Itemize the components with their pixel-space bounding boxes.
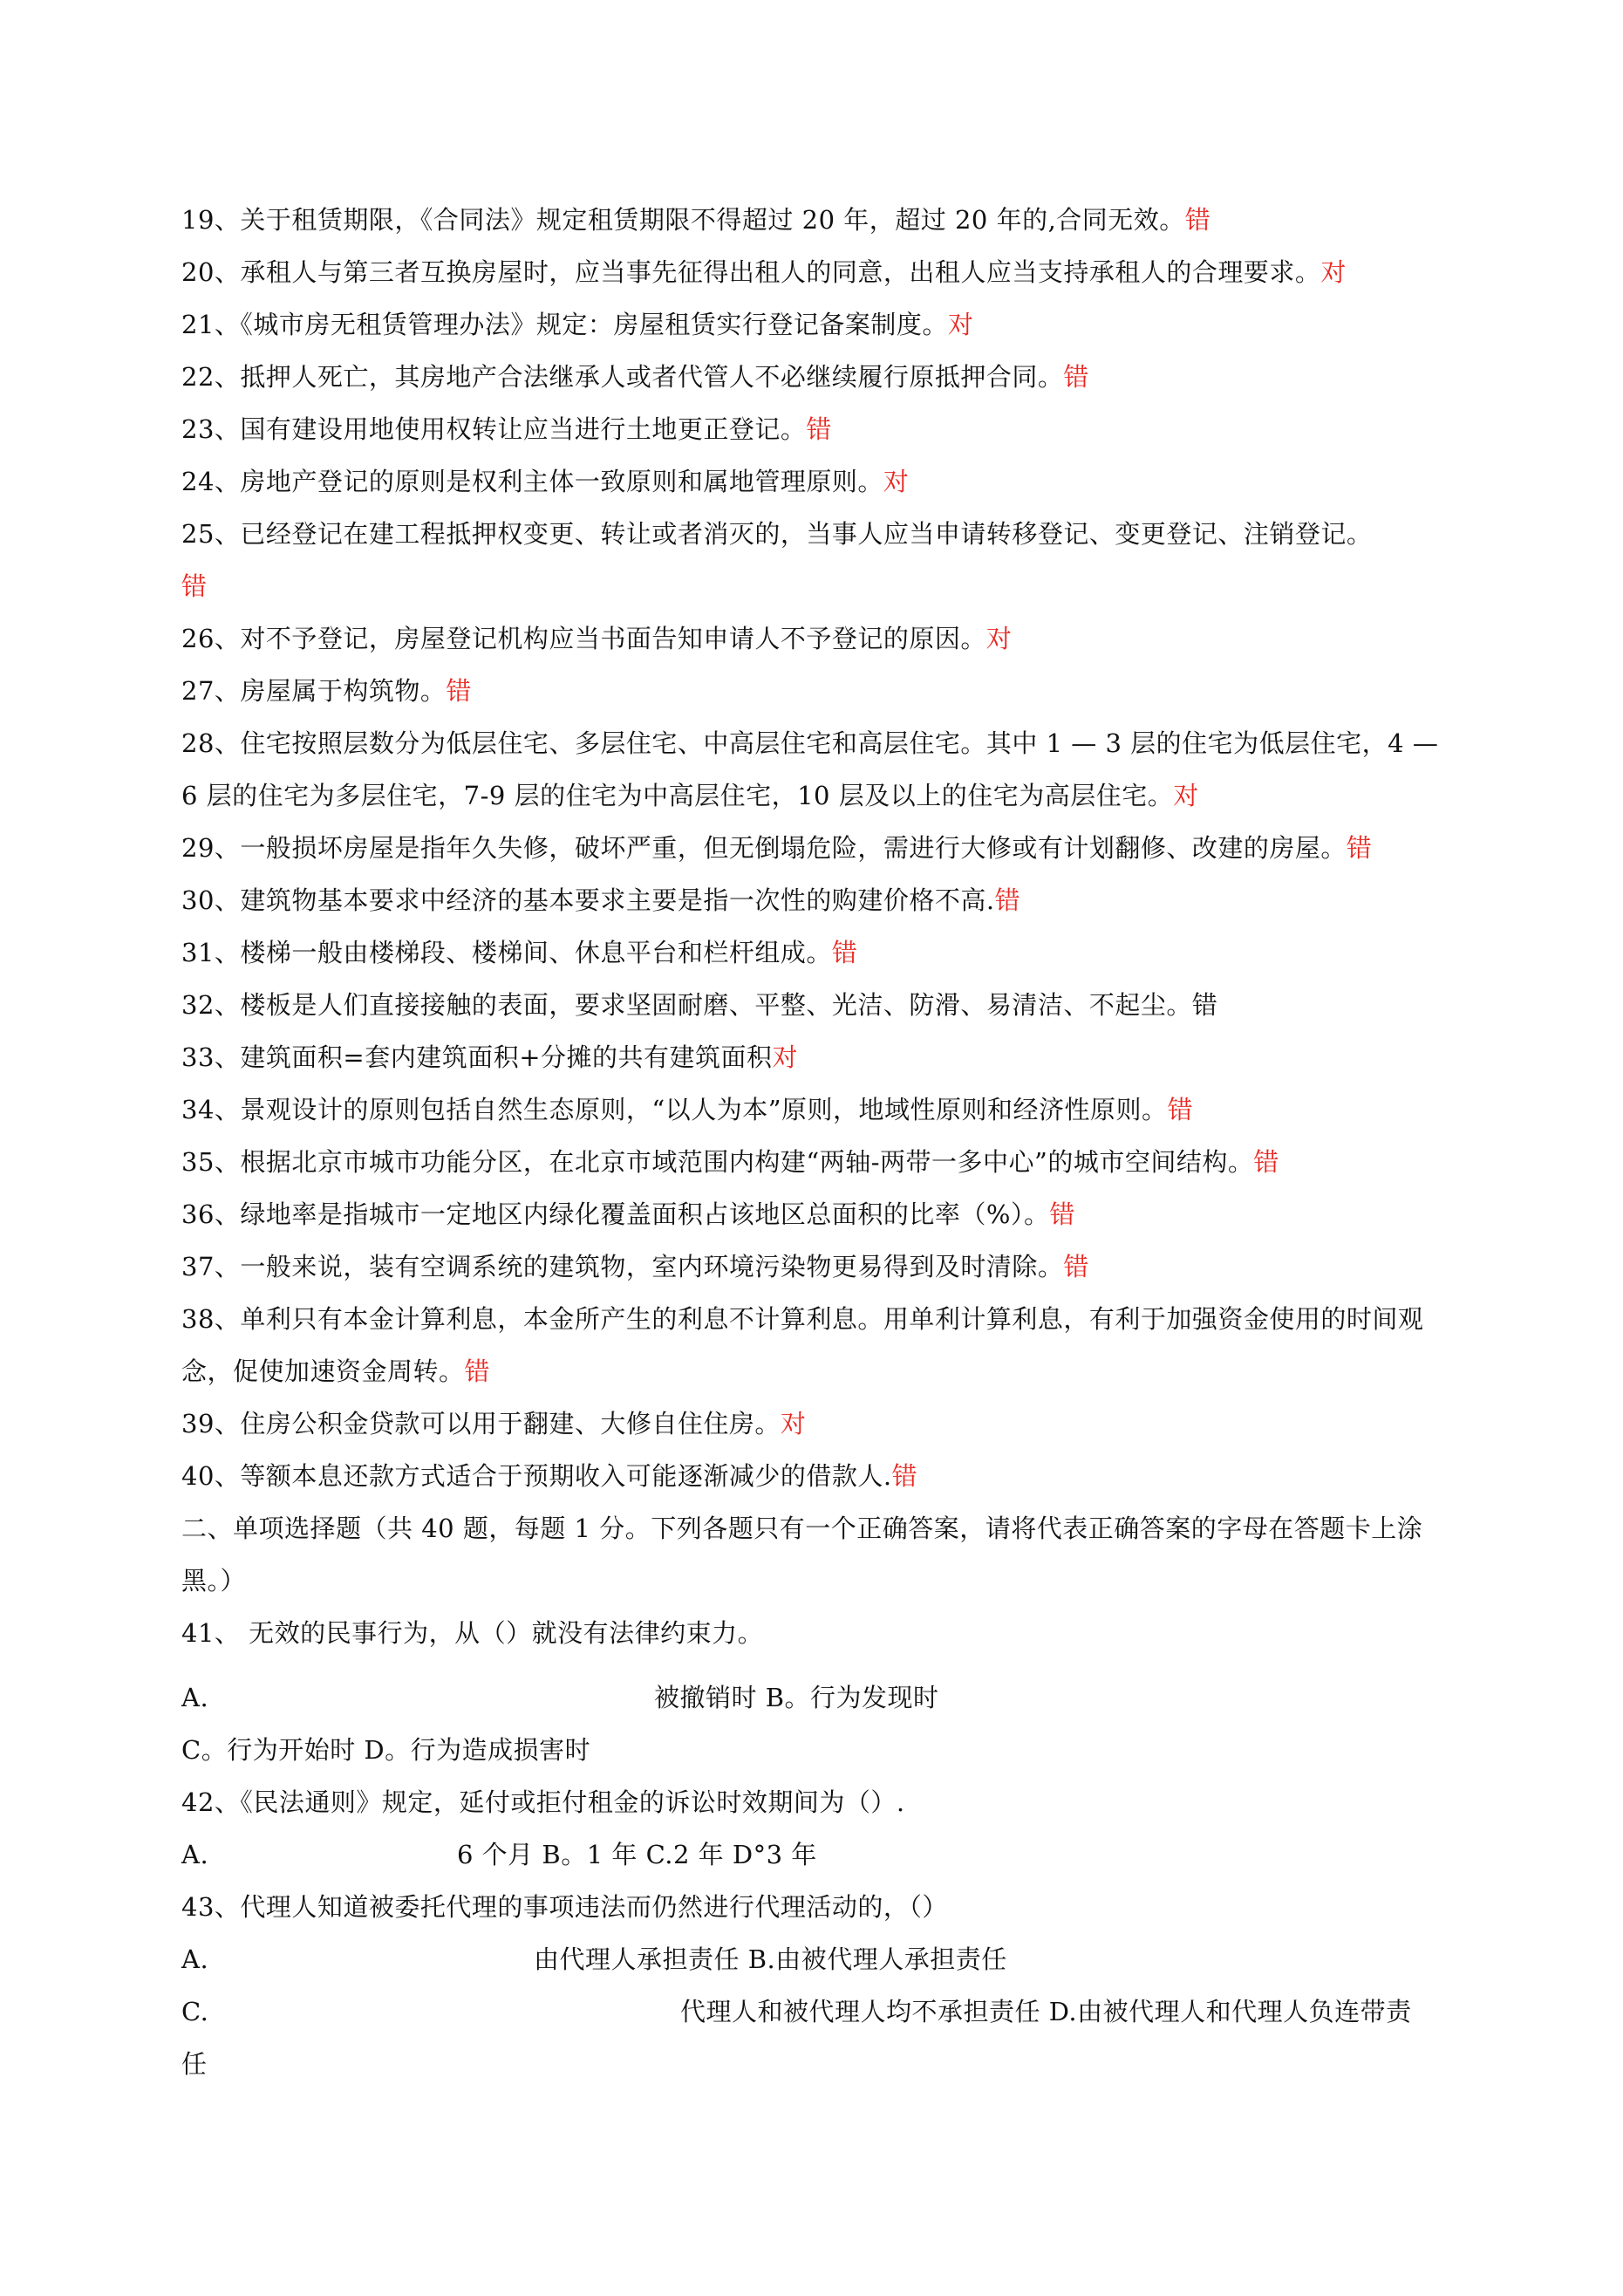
answer-mark: 错 (181, 571, 208, 601)
tf-item-39: 39、住房公积金贷款可以用于翻建、大修自住住房。对 (181, 1409, 807, 1438)
tf-item-25: 25、已经登记在建工程抵押权变更、转让或者消灭的，当事人应当申请转移登记、变更登记、注销登记。 错 (181, 519, 1373, 601)
tf-item-29: 29、一般损坏房屋是指年久失修，破坏严重，但无倒塌危险，需进行大修或有计划翻修、改建的房屋。错 (181, 833, 1373, 863)
answer-mark: 对 (780, 1409, 807, 1438)
question-42-stem: 42、《民法通则》规定，延付或拒付租金的诉讼时效期间为（）. (181, 1787, 905, 1817)
section-heading: 二、单项选择题（共 40 题，每题 1 分。下列各题只有一个正确答案，请将代表正确答案的字母在答题卡上涂黑。） (181, 1514, 1423, 1596)
option-text: 由代理人承担责任 B.由被代理人承担责任 (534, 1944, 1007, 1974)
answer-mark: 错 (806, 414, 832, 444)
answer-mark: 错 (831, 938, 858, 967)
answer-mark: 错 (1049, 1199, 1075, 1229)
tf-item-22: 22、抵押人死亡，其房地产合法继承人或者代管人不必继续履行原抵押合同。错 (181, 362, 1089, 392)
document-body (181, 194, 1455, 2090)
answer-mark: 对 (947, 310, 974, 339)
answer-mark: 错 (1063, 1252, 1089, 1281)
option-text: 被撤销时 B。行为发现时 (654, 1683, 939, 1712)
tf-item-30: 30、建筑物基本要求中经济的基本要求主要是指一次性的购建价格不高.错 (181, 885, 1021, 915)
question-41-options-line-1 (181, 1671, 1455, 1724)
question-43-stem: 43、代理人知道被委托代理的事项违法而仍然进行代理活动的，（） (181, 1892, 948, 1922)
answer-mark: 错 (1184, 205, 1211, 235)
option-letter: A. (181, 1944, 209, 1974)
option-letter: C. (181, 1997, 209, 2026)
question-43-options-tail: 任 (181, 2049, 208, 2079)
tf-item-33: 33、建筑面积=套内建筑面积+分摊的共有建筑面积对 (181, 1042, 799, 1072)
tf-item-34: 34、景观设计的原则包括自然生态原则，“以人为本”原则，地域性原则和经济性原则。错 (181, 1095, 1194, 1124)
question-43-options-line-1 (181, 1933, 1455, 1985)
answer-mark: 对 (1173, 781, 1199, 810)
tf-item-21: 21、《城市房无租赁管理办法》规定：房屋租赁实行登记备案制度。对 (181, 310, 974, 339)
question-41-options-line-2: C。行为开始时 D。行为造成损害时 (181, 1735, 591, 1765)
tf-item-28: 28、住宅按照层数分为低层住宅、多层住宅、中高层住宅和高层住宅。其中 1 — 3 层的住宅为低层住宅，4 —6 层的住宅为多层住宅，7-9 层的住宅为中高层住宅，10 层及以上的住宅为高层住宅。对 (181, 728, 1439, 810)
tf-item-20: 20、承租人与第三者互换房屋时，应当事先征得出租人的同意，出租人应当支持承租人的合理要求。对 (181, 257, 1347, 287)
question-42-options (181, 1828, 1455, 1881)
tf-item-31: 31、楼梯一般由楼梯段、楼梯间、休息平台和栏杆组成。错 (181, 938, 858, 967)
tf-item-37: 37、一般来说，装有空调系统的建筑物，室内环境污染物更易得到及时清除。错 (181, 1252, 1089, 1281)
tf-item-27: 27、房屋属于构筑物。错 (181, 676, 472, 706)
answer-mark: 对 (883, 467, 910, 496)
tf-item-23: 23、国有建设用地使用权转让应当进行土地更正登记。错 (181, 414, 832, 444)
tf-item-35: 35、根据北京市城市功能分区，在北京市域范围内构建“两轴-两带一多中心”的城市空间结构。错 (181, 1147, 1279, 1177)
question-43-options-line-2 (181, 1985, 1455, 2038)
tf-item-32: 32、楼板是人们直接接触的表面，要求坚固耐磨、平整、光洁、防滑、易清洁、不起尘。错 (181, 990, 1218, 1020)
tf-item-26: 26、对不予登记，房屋登记机构应当书面告知申请人不予登记的原因。对 (181, 624, 1013, 653)
answer-mark: 错 (1063, 362, 1089, 392)
answer-mark: 错 (891, 1461, 918, 1491)
answer-mark: 错 (994, 885, 1021, 915)
tf-item-24: 24、房地产登记的原则是权利主体一致原则和属地管理原则。对 (181, 467, 910, 496)
question-41-stem: 41、 无效的民事行为，从（）就没有法律约束力。 (181, 1618, 764, 1648)
option-text: 代理人和被代理人均不承担责任 D.由被代理人和代理人负连带责 (680, 1997, 1412, 2026)
answer-mark: 对 (985, 624, 1013, 653)
tf-item-38: 38、单利只有本金计算利息，本金所产生的利息不计算利息。用单利计算利息，有利于加强资金使用的时间观念，促使加速资金周转。错 (181, 1304, 1424, 1386)
tf-item-19: 19、关于租赁期限，《合同法》规定租赁期限不得超过 20 年，超过 20 年的,合同无效。错 (181, 205, 1211, 235)
answer-mark: 对 (772, 1042, 799, 1072)
option-letter: A. (181, 1840, 209, 1869)
answer-mark: 错 (464, 1356, 491, 1386)
tf-item-36: 36、绿地率是指城市一定地区内绿化覆盖面积占该地区总面积的比率（%）。错 (181, 1199, 1075, 1229)
option-text: 6 个月 B。1 年 C.2 年 D°3 年 (457, 1840, 817, 1869)
answer-mark: 对 (1320, 257, 1347, 287)
tf-item-40: 40、等额本息还款方式适合于预期收入可能逐渐减少的借款人.错 (181, 1461, 918, 1491)
answer-mark: 错 (1167, 1095, 1194, 1124)
answer-mark: 错 (446, 676, 472, 706)
option-letter: A. (181, 1683, 209, 1712)
answer-mark: 错 (1253, 1147, 1279, 1177)
answer-mark: 错 (1346, 833, 1373, 863)
